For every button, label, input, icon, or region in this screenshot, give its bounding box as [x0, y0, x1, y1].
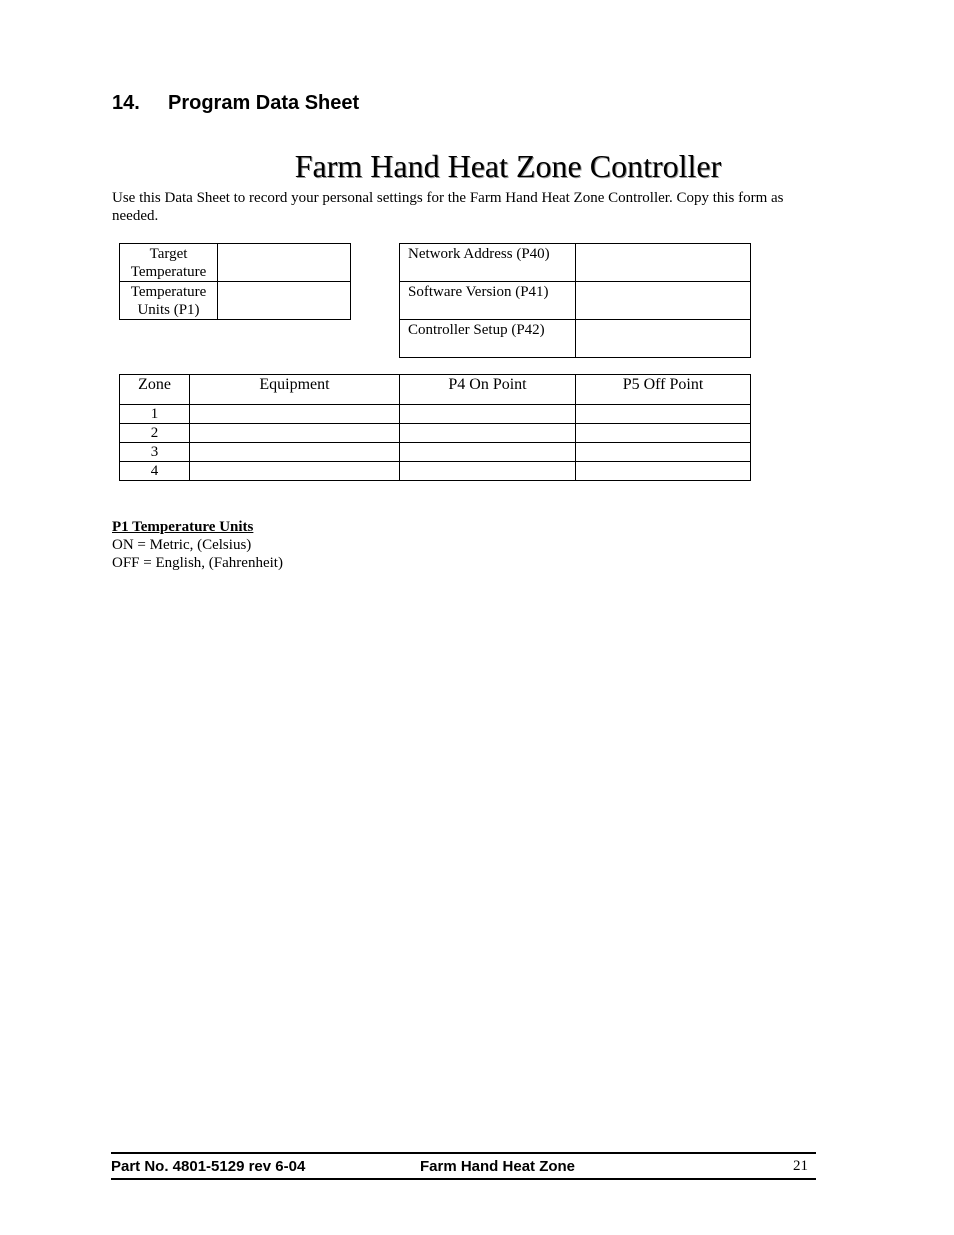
label-line: Target [149, 246, 188, 262]
controller-setup-value[interactable] [576, 320, 751, 358]
label-line: Units (P1) [137, 302, 200, 318]
zone-cell: 4 [120, 462, 190, 481]
zone-cell: 3 [120, 443, 190, 462]
table-row [120, 443, 751, 462]
off-point-cell[interactable] [576, 462, 751, 481]
temperature-units-value[interactable] [218, 282, 351, 320]
section-title: Program Data Sheet [168, 92, 360, 114]
document-title [0, 148, 816, 185]
table-row [120, 424, 751, 443]
on-point-cell[interactable] [400, 405, 576, 424]
controller-setup-label: Controller Setup (P42) [400, 320, 576, 358]
header-zone: Zone [120, 375, 190, 405]
equipment-cell[interactable] [190, 443, 400, 462]
temperature-units-label [120, 282, 218, 320]
network-address-label: Network Address (P40) [400, 244, 576, 282]
on-point-cell[interactable] [400, 462, 576, 481]
equipment-cell[interactable] [190, 424, 400, 443]
software-version-label: Software Version (P41) [400, 282, 576, 320]
off-point-cell[interactable] [576, 424, 751, 443]
header-equipment: Equipment [190, 375, 400, 405]
footer-part-number: Part No. 4801-5129 rev 6-04 [111, 1158, 306, 1175]
software-version-value[interactable] [576, 282, 751, 320]
notes-line-metric: ON = Metric, (Celsius) [112, 537, 252, 553]
on-point-cell[interactable] [400, 424, 576, 443]
network-address-value[interactable] [576, 244, 751, 282]
section-number: 14. [112, 92, 140, 114]
footer-page-number: 21 [793, 1158, 808, 1174]
table-row [120, 282, 351, 320]
settings-table-right [399, 243, 751, 358]
notes-line-english: OFF = English, (Fahrenheit) [112, 555, 283, 571]
zone-cell: 2 [120, 424, 190, 443]
zone-table-header [120, 375, 751, 405]
zone-table [119, 374, 751, 481]
table-row [400, 282, 751, 320]
table-row [120, 405, 751, 424]
notes-title: P1 Temperature Units [112, 519, 254, 535]
page-footer [111, 1152, 816, 1180]
equipment-cell[interactable] [190, 462, 400, 481]
table-row [400, 244, 751, 282]
table-row [120, 462, 751, 481]
zone-cell: 1 [120, 405, 190, 424]
off-point-cell[interactable] [576, 405, 751, 424]
p1-notes [112, 518, 283, 572]
intro-paragraph: Use this Data Sheet to record your personal settings for the Farm Hand Heat Zone Controller. Copy this form as needed. [112, 190, 784, 224]
section-heading [112, 92, 359, 115]
header-p5-off-point: P5 Off Point [576, 375, 751, 405]
target-temperature-value[interactable] [218, 244, 351, 282]
footer-center-text: Farm Hand Heat Zone [420, 1158, 576, 1175]
equipment-cell[interactable] [190, 405, 400, 424]
document-title-text: Farm Hand Heat Zone Controller [294, 148, 722, 184]
target-temperature-label [120, 244, 218, 282]
header-p4-on-point: P4 On Point [400, 375, 576, 405]
on-point-cell[interactable] [400, 443, 576, 462]
table-row [120, 244, 351, 282]
off-point-cell[interactable] [576, 443, 751, 462]
table-row [400, 320, 751, 358]
settings-table-left [119, 243, 351, 320]
label-line: Temperature [130, 264, 207, 280]
label-line: Temperature [130, 284, 207, 300]
